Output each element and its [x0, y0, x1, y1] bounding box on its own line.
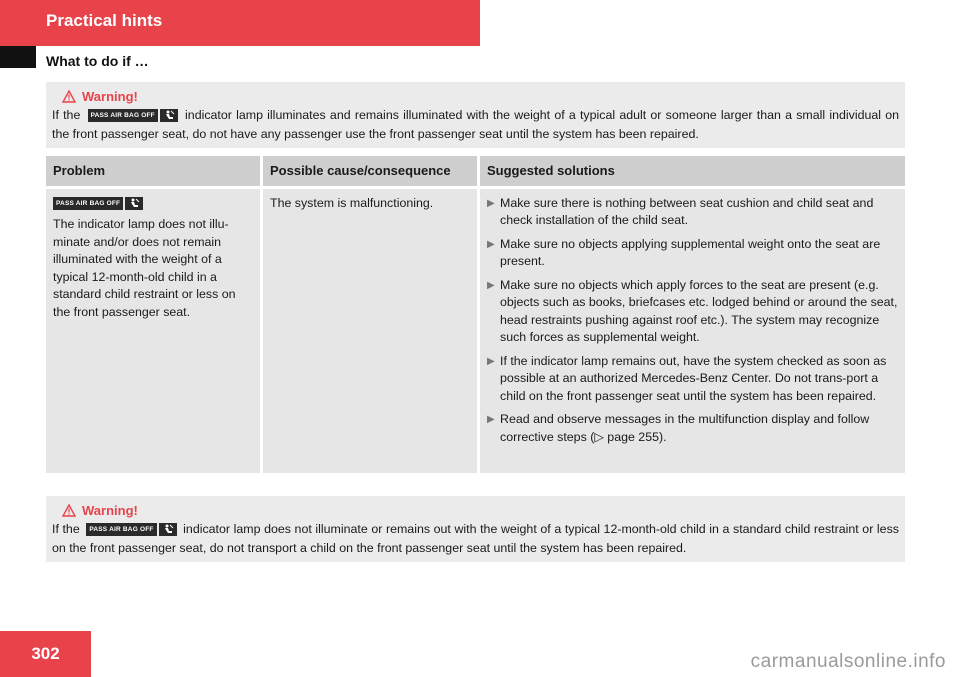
solution-item: ▶ Make sure no objects applying supplemental weight onto the seat are present.	[487, 236, 898, 271]
arrow-right-icon: ▶	[487, 414, 495, 425]
problem-cell	[46, 187, 262, 473]
solutions-cell	[479, 187, 906, 473]
warning-header	[52, 500, 899, 520]
problem-text: The indicator lamp does not illu-minate and/or does not remain illuminated with the weight of a typical 12-month-old child in a standard child restraint or less on the front passenger seat.	[53, 217, 236, 319]
table-row	[46, 187, 905, 473]
warning-box-2	[46, 496, 905, 562]
warning-body: indicator lamp does not illuminate or remains out with the weight of a typical 12-month-old child in a standard child restraint or less on the front passenger seat, do not transport a child on the front passenger seat until the system has been repaired.	[52, 522, 899, 555]
warning-box-1	[46, 82, 905, 148]
header-cause: Possible cause/consequence	[262, 156, 479, 187]
page-subtitle: What to do if …	[46, 53, 149, 69]
warning-body: indicator lamp illuminates and remains illuminated with the weight of a typical adult or someone larger than a small individual on the front passenger seat, do not have any passenger use the front passenger seat until the system has been repaired.	[52, 108, 900, 141]
warning-title: Warning!	[82, 88, 138, 104]
arrow-right-icon: ▶	[487, 197, 495, 209]
header-solutions: Suggested solutions	[479, 156, 906, 187]
problem-table	[46, 156, 905, 473]
section-title: Practical hints	[46, 11, 163, 30]
pass-airbag-off-label: PASS AIR BAG OFF	[53, 197, 123, 210]
warning-text	[52, 106, 899, 144]
arrow-right-icon: ▶	[487, 279, 495, 291]
seat-occupant-icon	[160, 109, 178, 122]
arrow-right-icon: ▶	[487, 355, 495, 367]
solution-item: ▶ Read and observe messages in the multifunction display and follow corrective steps (▷ page 255).	[487, 411, 898, 446]
arrow-right-icon: ▶	[487, 238, 495, 250]
warning-prefix: If the	[52, 108, 81, 122]
watermark: carmanualsonline.info	[750, 651, 946, 672]
warning-header	[52, 86, 899, 106]
seat-occupant-icon	[125, 197, 143, 210]
pass-airbag-off-indicator	[88, 109, 178, 122]
pass-airbag-off-label: PASS AIR BAG OFF	[86, 523, 156, 536]
section-tab	[0, 46, 36, 68]
table-header-row	[46, 156, 905, 187]
warning-title: Warning!	[82, 502, 138, 518]
header-problem: Problem	[46, 156, 262, 187]
solution-item: ▶ Make sure no objects which apply forces to the seat are present (e.g. objects such as books, briefcases etc. lodged behind or around the seat, head restraints pushing against roof etc.). The system may recognize such forces as supplemental weight.	[487, 277, 898, 347]
pass-airbag-off-indicator	[53, 197, 143, 210]
warning-triangle-icon	[62, 504, 76, 517]
warning-triangle-icon	[62, 90, 76, 103]
seat-occupant-icon	[159, 523, 177, 536]
page-number: 302	[0, 631, 91, 677]
warning-prefix: If the	[52, 522, 80, 536]
pass-airbag-off-indicator	[86, 523, 176, 536]
pass-airbag-off-label: PASS AIR BAG OFF	[88, 109, 158, 122]
solution-item: ▶ If the indicator lamp remains out, have the system checked as soon as possible at an authorized Mercedes-Benz Center. Do not trans-port a child on the front passenger seat until the system has been repaired.	[487, 353, 898, 406]
warning-text	[52, 520, 899, 558]
header-bar	[0, 0, 480, 46]
cause-cell: The system is malfunctioning.	[262, 187, 479, 473]
solution-item: ▶ Make sure there is nothing between seat cushion and child seat and check installation of the child seat.	[487, 195, 898, 230]
